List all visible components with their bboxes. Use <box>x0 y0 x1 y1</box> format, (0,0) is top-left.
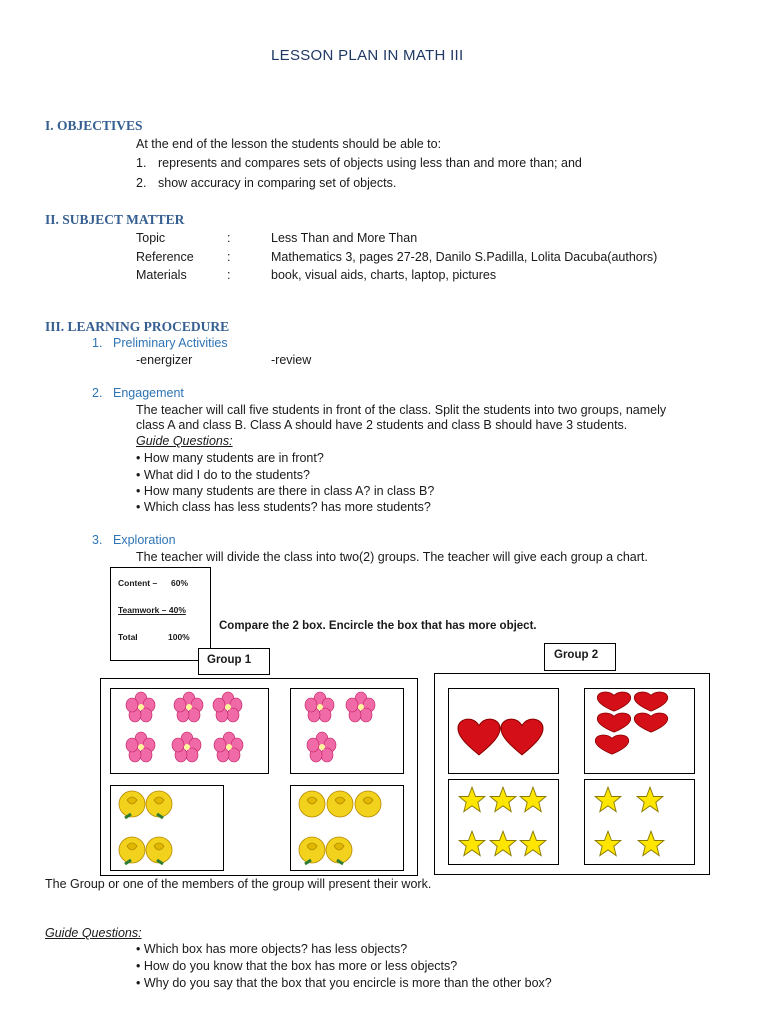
engagement-question-1: • How many students are in front? <box>136 451 324 465</box>
guide-question-1: • Which box has more objects? has less objects? <box>136 942 408 956</box>
hibiscus-flower-icon <box>343 692 379 722</box>
hibiscus-flower-icon <box>304 732 340 762</box>
guide-question-3: • Why do you say that the box that you encircle is more than the other box? <box>136 976 552 990</box>
star-icon <box>489 786 517 814</box>
guide-questions-2-label: Guide Questions: <box>45 926 142 940</box>
group-1-label: Group 1 <box>207 654 252 666</box>
engagement-question-3: • How many students are there in class A? in class B? <box>136 484 435 498</box>
star-icon <box>594 786 622 814</box>
subject-matter-heading: II. SUBJECT MATTER <box>45 212 185 227</box>
exploration-num: 3. <box>92 533 103 547</box>
preliminary-label: Preliminary Activities <box>113 336 228 350</box>
heart-icon <box>633 692 669 712</box>
hibiscus-flower-icon <box>211 732 247 762</box>
engagement-question-2: • What did I do to the students? <box>136 468 310 482</box>
heart-icon <box>596 692 632 712</box>
yellow-rose-pair-icon <box>117 834 177 868</box>
exploration-text: The teacher will divide the class into two(2) groups. The teacher will give each group a chart. <box>136 550 648 564</box>
hibiscus-flower-icon <box>171 692 207 722</box>
rubric-total-label: Total <box>118 632 138 642</box>
heart-icon <box>501 718 543 758</box>
hibiscus-flower-icon <box>210 692 246 722</box>
objective-1-text: represents and compares sets of objects using less than and more than; and <box>158 156 582 170</box>
star-icon <box>594 830 622 858</box>
materials-colon: : <box>227 268 231 282</box>
preliminary-num: 1. <box>92 336 103 350</box>
star-icon <box>519 830 547 858</box>
hibiscus-flower-icon <box>123 692 159 722</box>
heart-icon <box>596 713 632 733</box>
star-icon <box>519 786 547 814</box>
engagement-label: Engagement <box>113 386 184 400</box>
objectives-heading: I. OBJECTIVES <box>45 118 143 133</box>
page-title: LESSON PLAN IN MATH III <box>271 47 464 64</box>
reference-value: Mathematics 3, pages 27-28, Danilo S.Padilla, Lolita Dacuba(authors) <box>271 250 658 264</box>
procedure-heading: III. LEARNING PROCEDURE <box>45 319 230 334</box>
reference-label: Reference <box>136 250 194 264</box>
star-icon <box>637 830 665 858</box>
yellow-rose-pair-icon <box>297 834 357 868</box>
topic-value: Less Than and More Than <box>271 231 418 245</box>
heart-icon <box>458 718 500 758</box>
group-1-label-box <box>198 648 270 675</box>
review: -review <box>271 353 312 367</box>
engagement-question-4: • Which class has less students? has more students? <box>136 500 431 514</box>
engagement-num: 2. <box>92 386 103 400</box>
rubric-box <box>110 567 211 661</box>
yellow-rose-triple-icon <box>297 788 385 822</box>
heart-icon <box>633 713 669 733</box>
hibiscus-flower-icon <box>302 692 338 722</box>
star-icon <box>636 786 664 814</box>
topic-colon: : <box>227 231 231 245</box>
engagement-line-1: The teacher will call five students in front of the class. Split the students into two groups, namely <box>136 403 667 417</box>
objective-1-num: 1. <box>136 156 147 170</box>
topic-label: Topic <box>136 231 166 245</box>
rubric-content-label: Content – <box>118 578 158 588</box>
energizer: -energizer <box>136 353 193 367</box>
hibiscus-flower-icon <box>169 732 205 762</box>
chart-instruction: Compare the 2 box. Encircle the box that has more object. <box>219 620 537 632</box>
objective-2-num: 2. <box>136 176 147 190</box>
yellow-rose-pair-icon <box>117 788 177 822</box>
star-icon <box>489 830 517 858</box>
heart-icon <box>594 735 630 755</box>
objective-2-text: show accuracy in comparing set of objects. <box>158 176 397 190</box>
present-text: The Group or one of the members of the group will present their work. <box>45 877 432 891</box>
rubric-teamwork: Teamwork – 40% <box>118 605 186 615</box>
engagement-line-2: class A and class B. Class A should have 2 students and class B should have 3 students. <box>136 418 628 432</box>
exploration-label: Exploration <box>113 533 176 547</box>
materials-value: book, visual aids, charts, laptop, pictures <box>271 268 497 282</box>
group-2-label: Group 2 <box>554 649 599 661</box>
rubric-total-value: 100% <box>168 632 190 642</box>
materials-label: Materials <box>136 268 187 282</box>
star-icon <box>458 786 486 814</box>
reference-colon: : <box>227 250 231 264</box>
rubric-content-value: 60% <box>171 578 189 588</box>
objectives-intro: At the end of the lesson the students should be able to: <box>136 137 442 151</box>
group-2-label-box <box>544 643 616 671</box>
hibiscus-flower-icon <box>123 732 159 762</box>
guide-questions-label: Guide Questions: <box>136 434 233 448</box>
guide-question-2: • How do you know that the box has more or less objects? <box>136 959 458 973</box>
star-icon <box>458 830 486 858</box>
